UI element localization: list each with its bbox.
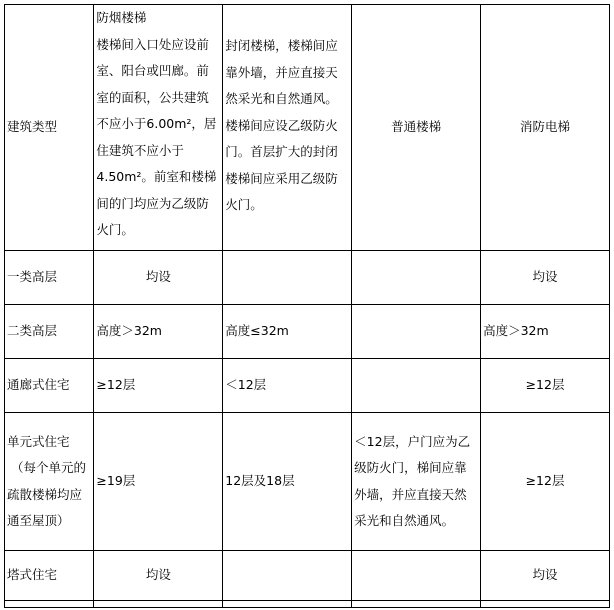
- table-header-row: [5, 5, 610, 251]
- cell-empty: [5, 601, 94, 608]
- cell-empty: [481, 601, 610, 608]
- closed-stair-text-line: 楼梯间应设乙级防火: [225, 117, 338, 133]
- smoke-stair-text-line: 4.50m²。前室和楼梯: [96, 169, 217, 184]
- smoke-stair-value: 高度＞32m: [96, 323, 162, 339]
- building-type-text: 塔式住宅: [7, 567, 58, 583]
- cell-closed-stair: [223, 413, 352, 551]
- header-closed-stair: [223, 5, 352, 251]
- smoke-stair-text-line: 室的面积，公共建筑: [96, 89, 209, 105]
- building-type-text: 通廊式住宅: [7, 377, 70, 393]
- cell-smoke-stair: [94, 251, 223, 305]
- cell-empty: [94, 601, 223, 608]
- cell-building-type: [5, 413, 94, 551]
- cell-closed-stair: [223, 305, 352, 359]
- closed-stair-text-line: 然采光和自然通风。: [225, 91, 338, 106]
- fire-elevator-value: ≥12层: [525, 473, 565, 489]
- smoke-stair-value: 均设: [145, 269, 171, 285]
- smoke-stair-value: ≥19层: [96, 473, 136, 489]
- closed-stair-value: ＜12层: [225, 377, 267, 393]
- cell-normal-stair: [352, 551, 481, 601]
- header-smoke-stair: [94, 5, 223, 251]
- cell-empty: [352, 601, 481, 608]
- cell-fire-elevator: [481, 413, 610, 551]
- building-type-note-line: （每个单元的: [11, 460, 87, 475]
- table-row-partial: [5, 601, 610, 608]
- table-row: [5, 551, 610, 601]
- header-normal-stair-label: 普通楼梯: [391, 119, 442, 135]
- smoke-stair-text-line: 间的门均应为乙级防: [96, 195, 209, 211]
- smoke-stair-text-line: 不应小于6.00m²，居: [96, 116, 217, 131]
- cell-smoke-stair: [94, 413, 223, 551]
- cell-closed-stair: [223, 551, 352, 601]
- cell-normal-stair: [352, 413, 481, 551]
- header-building-type: [5, 5, 94, 251]
- closed-stair-value: 高度≤32m: [225, 323, 289, 339]
- smoke-stair-text-line: 室、阳台或凹廊。前: [96, 63, 209, 78]
- fire-elevator-value: 均设: [532, 567, 558, 583]
- normal-stair-text-line: ＜12层，户门应为乙: [354, 433, 471, 449]
- cell-smoke-stair: [94, 551, 223, 601]
- header-normal-stair: [352, 5, 481, 251]
- table-row: [5, 251, 610, 305]
- table-row: [5, 305, 610, 359]
- cell-smoke-stair: [94, 359, 223, 413]
- closed-stair-text-line: 门。首层扩大的封闭: [225, 144, 338, 159]
- fire-elevator-value: ≥12层: [525, 377, 565, 393]
- building-type-note-line: 疏散楼梯均应: [7, 486, 83, 502]
- smoke-stair-value: ≥12层: [96, 377, 136, 393]
- smoke-stair-text-line: 楼梯间入口处应设前: [96, 36, 209, 52]
- fire-elevator-value: 均设: [532, 269, 558, 285]
- closed-stair-value: 12层及18层: [225, 473, 295, 489]
- smoke-stair-title: 防烟楼梯: [96, 10, 147, 25]
- cell-normal-stair: [352, 251, 481, 305]
- closed-stair-text-line: 靠外墙，并应直接天: [225, 64, 338, 80]
- cell-building-type: [5, 305, 94, 359]
- closed-stair-text-line: 楼梯间应采用乙级防: [225, 170, 338, 186]
- cell-normal-stair: [352, 359, 481, 413]
- building-type-text: 单元式住宅: [7, 433, 70, 449]
- normal-stair-text-line: 级防火门，梯间应靠: [354, 460, 467, 475]
- fire-elevator-value: 高度＞32m: [483, 323, 549, 339]
- header-building-type-label: 建筑类型: [7, 119, 58, 135]
- normal-stair-text-line: 采光和自然通风。: [354, 513, 455, 528]
- header-fire-elevator-label: 消防电梯: [520, 119, 571, 135]
- table-row: [5, 413, 610, 551]
- cell-building-type: [5, 251, 94, 305]
- cell-fire-elevator: [481, 551, 610, 601]
- cell-fire-elevator: [481, 251, 610, 305]
- building-stair-spec-table: [4, 4, 610, 608]
- building-type-text: 一类高层: [7, 269, 58, 285]
- cell-building-type: [5, 551, 94, 601]
- cell-closed-stair: [223, 251, 352, 305]
- smoke-stair-value: 均设: [145, 567, 171, 583]
- building-type-note-line: 通至屋顶）: [7, 513, 70, 528]
- table-row: [5, 359, 610, 413]
- smoke-stair-text-line: 火门。: [96, 222, 134, 237]
- cell-building-type: [5, 359, 94, 413]
- cell-closed-stair: [223, 359, 352, 413]
- cell-normal-stair: [352, 305, 481, 359]
- cell-smoke-stair: [94, 305, 223, 359]
- cell-fire-elevator: [481, 359, 610, 413]
- cell-empty: [223, 601, 352, 608]
- building-type-text: 二类高层: [7, 323, 58, 339]
- header-fire-elevator: [481, 5, 610, 251]
- closed-stair-text-line: 火门。: [225, 197, 263, 212]
- smoke-stair-text-line: 住建筑不应小于: [96, 142, 184, 158]
- normal-stair-text-line: 外墙，并应直接天然: [354, 486, 467, 502]
- cell-fire-elevator: [481, 305, 610, 359]
- closed-stair-text-line: 封闭楼梯，楼梯间应: [225, 38, 338, 53]
